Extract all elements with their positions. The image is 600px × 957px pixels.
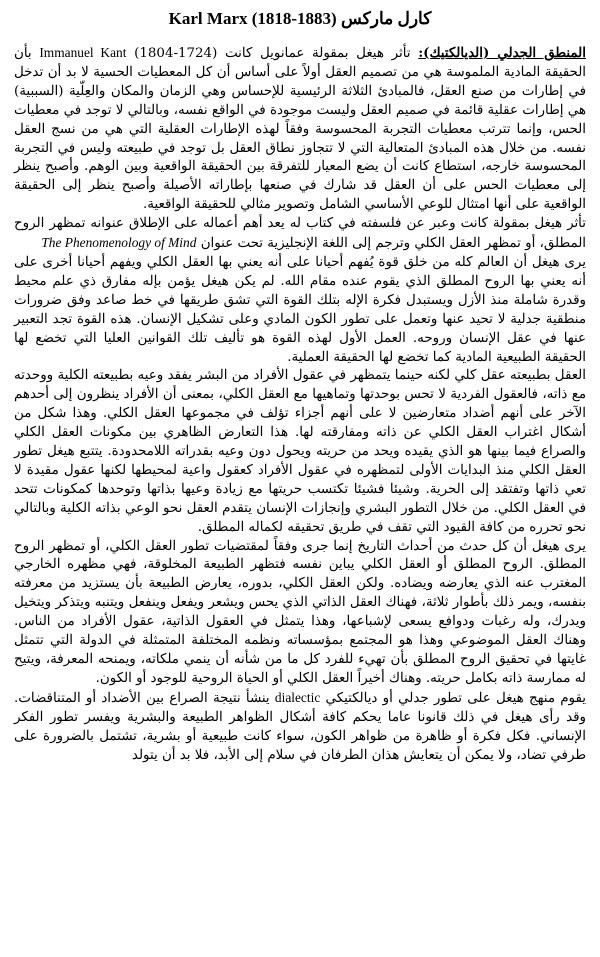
inline-english-title: The Phenomenology of Mind [41, 235, 197, 251]
paragraph-text: تأثر هيغل بمقولة كانت وعبر عن فلسفته في كتاب له يعد أهم أعماله على الإطلاق عنوانه تمظهر الروح المطلق، أو تمظهر العقل الكلي وترجم إلى اللغة الإنجليزية تحت عنوان [14, 216, 586, 252]
paragraph-universal-mind [14, 367, 586, 537]
paragraph-absolute-spirit [14, 254, 586, 367]
paragraph-dialectic-method [14, 689, 586, 766]
paragraph-text: العقل بطبيعته عقل كلي لكنه حينما يتمظهر في عقول الأفراد من البشر يفقد وعيه بطبيعته الكلية ووحدته مع ذاته، فالعقول الفردية لا تحس بوحدتها وتماهيها مع العقل الكلي، بمعنى أن الأفراد ينظرون إلى أحدهم الآخر على أنهم أضداد متعارضين لا على أنهم أجزاء تؤلف في مجموعها العقل الكلي. وهذا شكل من أشكال اغتراب العقل الكلي عن ذاته ومفارقته لها. هذا التعارض الظاهري بين مكونات العقل الكلي والصراع فيما بينها هو الذي يقيده ويحد من حريته ويحول دون وعيه بقدراته اللامحدودة. يتتبع هيغل تطور العقل الكلي منذ البدايات الأولى لتمظهره في عقول الأفراد كعقول واعية لمحيطها لكنها عقول مقيدة لا تعي ذاتها وتفتقد إلى الحرية. وشيئا فشيئا تكتسب حريتها مع زيادة وعيها بذاتها وتوحدها كمكونات تتحد في العقل الكلي. من خلال التطور البشري وإنجازات الإنسان يتقدم العقل نحو الوعي بذاته الكلية وبالتالي نحو تحرره من كافة القيود التي تقف في طريق تحقيقه لكماله المطلق. [14, 368, 586, 535]
paragraph-text: يرى هيغل أن كل حدث من أحداث التاريخ إنما جرى وفقاً لمقتضيات تطور العقل الكلي، أو تمظهر الروح المطلق. الروح المطلق أو العقل الكلي يباين نفسه فتظهر الطبيعة المخلوقة، فهي مظهره الخارجي المغترب عنه الذي يعارضه ويضاده. ولكن العقل الكلي، بدوره، يعارض الطبيعة بأن يستزيد من معرفته بنفسه، ويمر ذلك بأطوار ثلاثة، فهناك العقل الذاتي الذي يحس ويشعر ويفعل وينفعل ويتنبه ويتذكر ويتخيل ويدرك، وله رغبات ودوافع يسعى لإشباعها، وهذا يتمثل في العقول الذاتية، عقول الأفراد من الناس. وهناك العقل الموضوعي وهذا هو المجتمع بمؤسساته ونظمه المختلفة المتمثلة في الدولة التي تتمثل غايتها في تحقيق الروح المطلق بأن تهيء للفرد كل ما من شأنه أن ينمي ملكاته، ويمنحه المعرفة، ويتيح له ممارسة ذاته بكامل حريته. وهناك أخيراً العقل الكلي أو الحياة الروحية للوجود أو الكون. [14, 538, 586, 686]
document-body [14, 44, 586, 765]
paragraph-text: يرى هيغل أن العالم كله من خلق قوة يُفهم أحيانا على أنه يعني بها العقل الكلي ويفهم أحيانا أخرى على أنه يعني بها الروح المطلق الذي يقوم عنده مقام الله. لم يكن هيغل يؤمن بإله مفارق ذي علم محيط وقدرة شاملة منذ الأزل ويستبدل فكرة الإله بتلك القوة التي تشق طريقها في خط صاعد وفق ضرورات منطقية جدلية لا تحيد عنها وتعمل على تطور الكون المادي وعلى تشكيل الإنسان. هذه القوة تجد التعبير عنها في عقل الإنسان وروحه. العمل الأول لهذه القوة هو تأليف تلك القوانين العليا التي تخضع لها الحقيقة الطبيعية المادية كما تخضع لها الحقيقة العملية. [14, 254, 586, 365]
page-title [14, 8, 586, 30]
title-english: Karl Marx (1818-1883) [168, 9, 337, 28]
paragraph-phenomenology [14, 215, 586, 254]
section-heading: المنطق الجدلي (الديالكتيك): [418, 45, 586, 61]
paragraph-text: تأثر هيغل بمقولة عمانويل كانت (1724-1804) [134, 46, 411, 61]
paragraph-dialectic-intro [14, 44, 586, 215]
paragraph-history [14, 538, 586, 689]
paragraph-text: يقوم منهج هيغل على تطور جدلي أو ديالكتيكي [325, 690, 586, 706]
inline-english-term: Immanuel Kant [39, 45, 127, 60]
title-arabic: كارل ماركس [340, 9, 432, 28]
paragraph-text: بأن الحقيقة المادية الملموسة هي من تصميم العقل أولاً على أساس أن كل المعطيات الحسية لا بد أن تدخل في إطارات من صنع العقل، فالمبادئ الثلاثة الرئيسية للإحساس وهي الزمان والمكان والعِلّية (السببية) هي إطارات عقلية قائمة في صميم العقل وليست موجودة في الواقع نفسه، وبالتالي لا توجد في معطيات الحس، وإنما تترتب معطيات التجربة المحسوسة وفقاً لهذه الإطارات العقلية التي هي من نسج العقل نفسه. من خلال هذه المبادئ المتعالية التي لا تتجاوز نطاق العقل بل توجد في طبيعته وليس في التجربة المحسوسة خارجه، استطاع كانت أن يضع المعيار للتفرقة بين الحقيقة الواقعية وبين الوهم. وأصبح ينظر إلى معطيات الحس على أن العقل قد شارك في صنعها بإطاراته الأصيلة وأصبح ينظر إلى الحقيقة الواقعية على أنها امتثال للوعي الأساسي الشامل وتصوير مثالي للحقيقة الواقعية. [14, 46, 586, 213]
inline-english-term: dialectic [274, 689, 321, 705]
paragraph-text: ينشأ نتيجة الصراع بين الأضداد أو المتناقضات. وقد رأى هيغل في ذلك قانونا عاما يحكم كافة أشكال الظواهر الطبيعة والبشرية ويفسر تطور الفكر الإنساني. فكل فكرة أو ظاهرة من ظواهر الكون، سواء كانت طبيعية أو بشرية، تشتمل بالضرورة على طرفي تضاد، ولا يمكن أن يتعايش هذان الطرفان في سلام إلى الأبد، فلا بد أن يتولد [14, 690, 586, 763]
